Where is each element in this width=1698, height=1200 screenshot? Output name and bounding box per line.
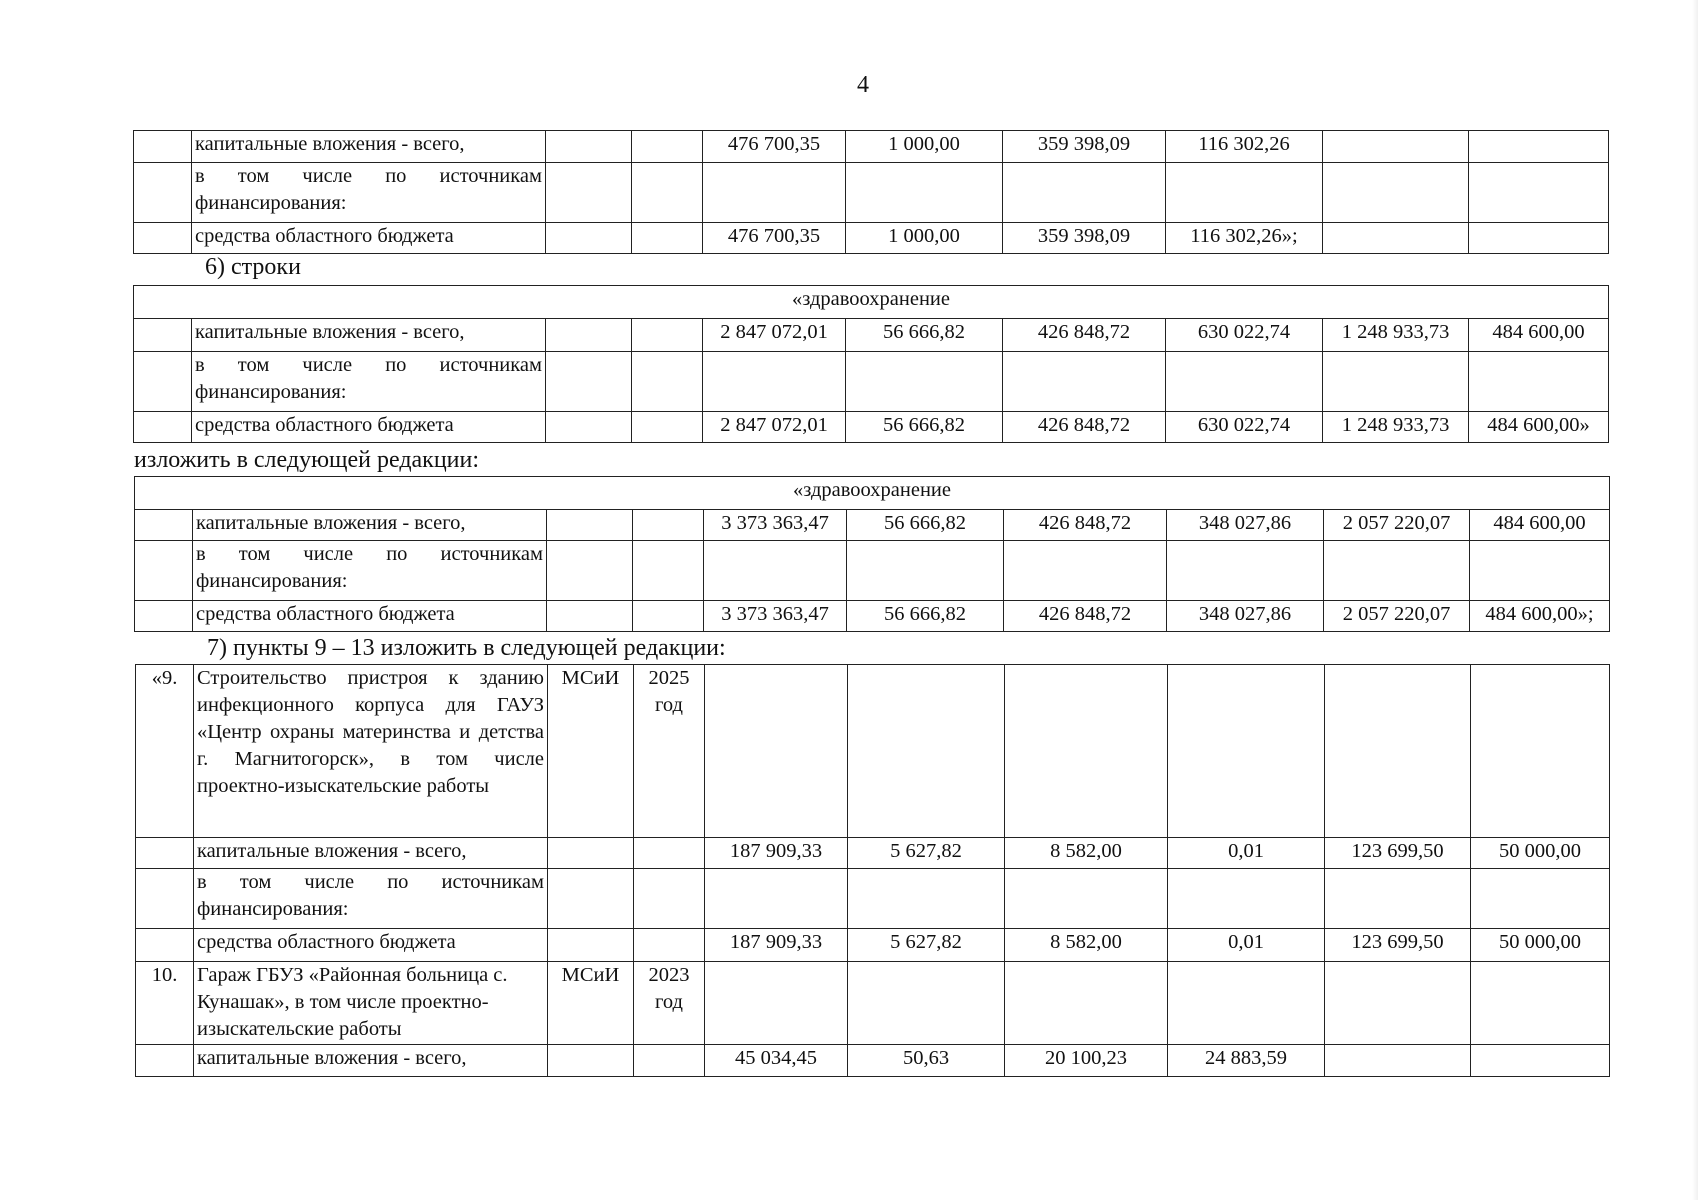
value-cell: 56 666,82	[847, 601, 1004, 632]
value-cell: 1 000,00	[846, 131, 1003, 163]
value-cell: 348 027,86	[1167, 510, 1324, 541]
row-label-capital: капитальные вложения - всего,	[193, 510, 547, 541]
value-cell: 630 022,74	[1166, 412, 1323, 443]
table-healthcare-old	[133, 285, 1609, 443]
table-row	[134, 352, 1609, 412]
row-label-capital: капитальные вложения - всего,	[192, 131, 546, 163]
table-row	[135, 601, 1610, 632]
caption-new-edition: изложить в следующей редакции:	[134, 447, 480, 473]
section-heading: «здравоохранение	[135, 477, 1610, 510]
value-cell: 123 699,50	[1325, 929, 1471, 962]
value-cell: 8 582,00	[1005, 929, 1168, 962]
table-row	[134, 131, 1609, 163]
value-cell: 20 100,23	[1005, 1045, 1168, 1077]
value-cell: 476 700,35	[703, 223, 846, 254]
table-row	[136, 869, 1610, 929]
value-cell: 56 666,82	[846, 412, 1003, 443]
row-label-sources: в том числе по источникам финансирования:	[194, 869, 548, 929]
value-cell: 484 600,00»;	[1470, 601, 1610, 632]
value-cell: 426 848,72	[1003, 412, 1166, 443]
value-cell: 1 000,00	[846, 223, 1003, 254]
value-cell: 484 600,00	[1470, 510, 1610, 541]
value-cell: 24 883,59	[1168, 1045, 1325, 1077]
table-row	[134, 412, 1609, 443]
value-cell: 8 582,00	[1005, 838, 1168, 869]
item-name: Строительство пристроя к зданию инфекционного корпуса для ГАУЗ «Центр охраны материнства и детства г. Магнитогорск», в том числе проектно-изыскательские работы	[194, 665, 548, 838]
section-heading: «здравоохранение	[134, 286, 1609, 319]
value-cell: 5 627,82	[848, 929, 1005, 962]
value-cell: 50 000,00	[1471, 929, 1610, 962]
table-row	[134, 223, 1609, 254]
table-row-item-9	[136, 665, 1610, 838]
value-cell: 426 848,72	[1003, 319, 1166, 352]
value-cell: 359 398,09	[1003, 131, 1166, 163]
row-label-sources: в том числе по источникам финансирования:	[192, 352, 546, 412]
value-cell: 1 248 933,73	[1323, 319, 1469, 352]
value-cell	[1471, 1045, 1610, 1077]
page-number: 4	[857, 72, 869, 98]
caption-lines: 6) строки	[205, 254, 301, 280]
value-cell: 56 666,82	[846, 319, 1003, 352]
value-cell: 3 373 363,47	[704, 510, 847, 541]
table-healthcare-new	[134, 476, 1610, 632]
row-label-regional: средства областного бюджета	[194, 929, 548, 962]
value-cell: 116 302,26	[1166, 131, 1323, 163]
table-row	[136, 838, 1610, 869]
value-cell	[1323, 131, 1469, 163]
value-cell: 476 700,35	[703, 131, 846, 163]
value-cell	[1469, 223, 1609, 254]
value-cell: 426 848,72	[1004, 510, 1167, 541]
row-label-sources: в том числе по источникам финансирования:	[193, 541, 547, 601]
item-index: «9.	[136, 665, 194, 838]
value-cell: 426 848,72	[1004, 601, 1167, 632]
row-label-regional: средства областного бюджета	[192, 223, 546, 254]
value-cell	[1469, 131, 1609, 163]
row-label-sources: в том числе по источникам финансирования:	[192, 163, 546, 223]
value-cell: 2 057 220,07	[1324, 510, 1470, 541]
value-cell: 2 057 220,07	[1324, 601, 1470, 632]
table-row-item-10	[136, 962, 1610, 1045]
value-cell: 484 600,00»	[1469, 412, 1609, 443]
item-name: Гараж ГБУЗ «Районная больница с. Кунашак», в том числе проектно-изыскательские работы	[194, 962, 548, 1045]
scan-edge-shadow	[1692, 0, 1698, 1200]
value-cell: 630 022,74	[1166, 319, 1323, 352]
value-cell: 359 398,09	[1003, 223, 1166, 254]
row-label-regional: средства областного бюджета	[192, 412, 546, 443]
item-index: 10.	[136, 962, 194, 1045]
value-cell: 0,01	[1168, 838, 1325, 869]
value-cell	[1323, 223, 1469, 254]
caption-items-9-13: 7) пункты 9 – 13 изложить в следующей редакции:	[207, 635, 726, 661]
row-label-capital: капитальные вложения - всего,	[194, 838, 548, 869]
value-cell: 484 600,00	[1469, 319, 1609, 352]
value-cell: 1 248 933,73	[1323, 412, 1469, 443]
table-row	[134, 163, 1609, 223]
value-cell: 187 909,33	[705, 838, 848, 869]
table-row	[136, 1045, 1610, 1077]
value-cell: 187 909,33	[705, 929, 848, 962]
value-cell: 0,01	[1168, 929, 1325, 962]
table-row	[135, 477, 1610, 510]
value-cell: 348 027,86	[1167, 601, 1324, 632]
item-year: 2025 год	[634, 665, 705, 838]
value-cell: 2 847 072,01	[703, 412, 846, 443]
row-label-regional: средства областного бюджета	[193, 601, 547, 632]
item-executor: МСиИ	[548, 962, 634, 1045]
table-capital-previous	[133, 130, 1609, 254]
row-label-capital: капитальные вложения - всего,	[192, 319, 546, 352]
value-cell: 2 847 072,01	[703, 319, 846, 352]
table-row	[136, 929, 1610, 962]
value-cell	[1325, 1045, 1471, 1077]
value-cell: 56 666,82	[847, 510, 1004, 541]
row-label-capital: капитальные вложения - всего,	[194, 1045, 548, 1077]
value-cell: 116 302,26»;	[1166, 223, 1323, 254]
table-row	[135, 541, 1610, 601]
value-cell: 3 373 363,47	[704, 601, 847, 632]
item-executor: МСиИ	[548, 665, 634, 838]
value-cell: 50,63	[848, 1045, 1005, 1077]
table-items	[135, 664, 1610, 1077]
value-cell: 45 034,45	[705, 1045, 848, 1077]
table-row	[134, 319, 1609, 352]
value-cell: 50 000,00	[1471, 838, 1610, 869]
table-row	[134, 286, 1609, 319]
value-cell: 123 699,50	[1325, 838, 1471, 869]
value-cell: 5 627,82	[848, 838, 1005, 869]
table-row	[135, 510, 1610, 541]
item-year: 2023 год	[634, 962, 705, 1045]
